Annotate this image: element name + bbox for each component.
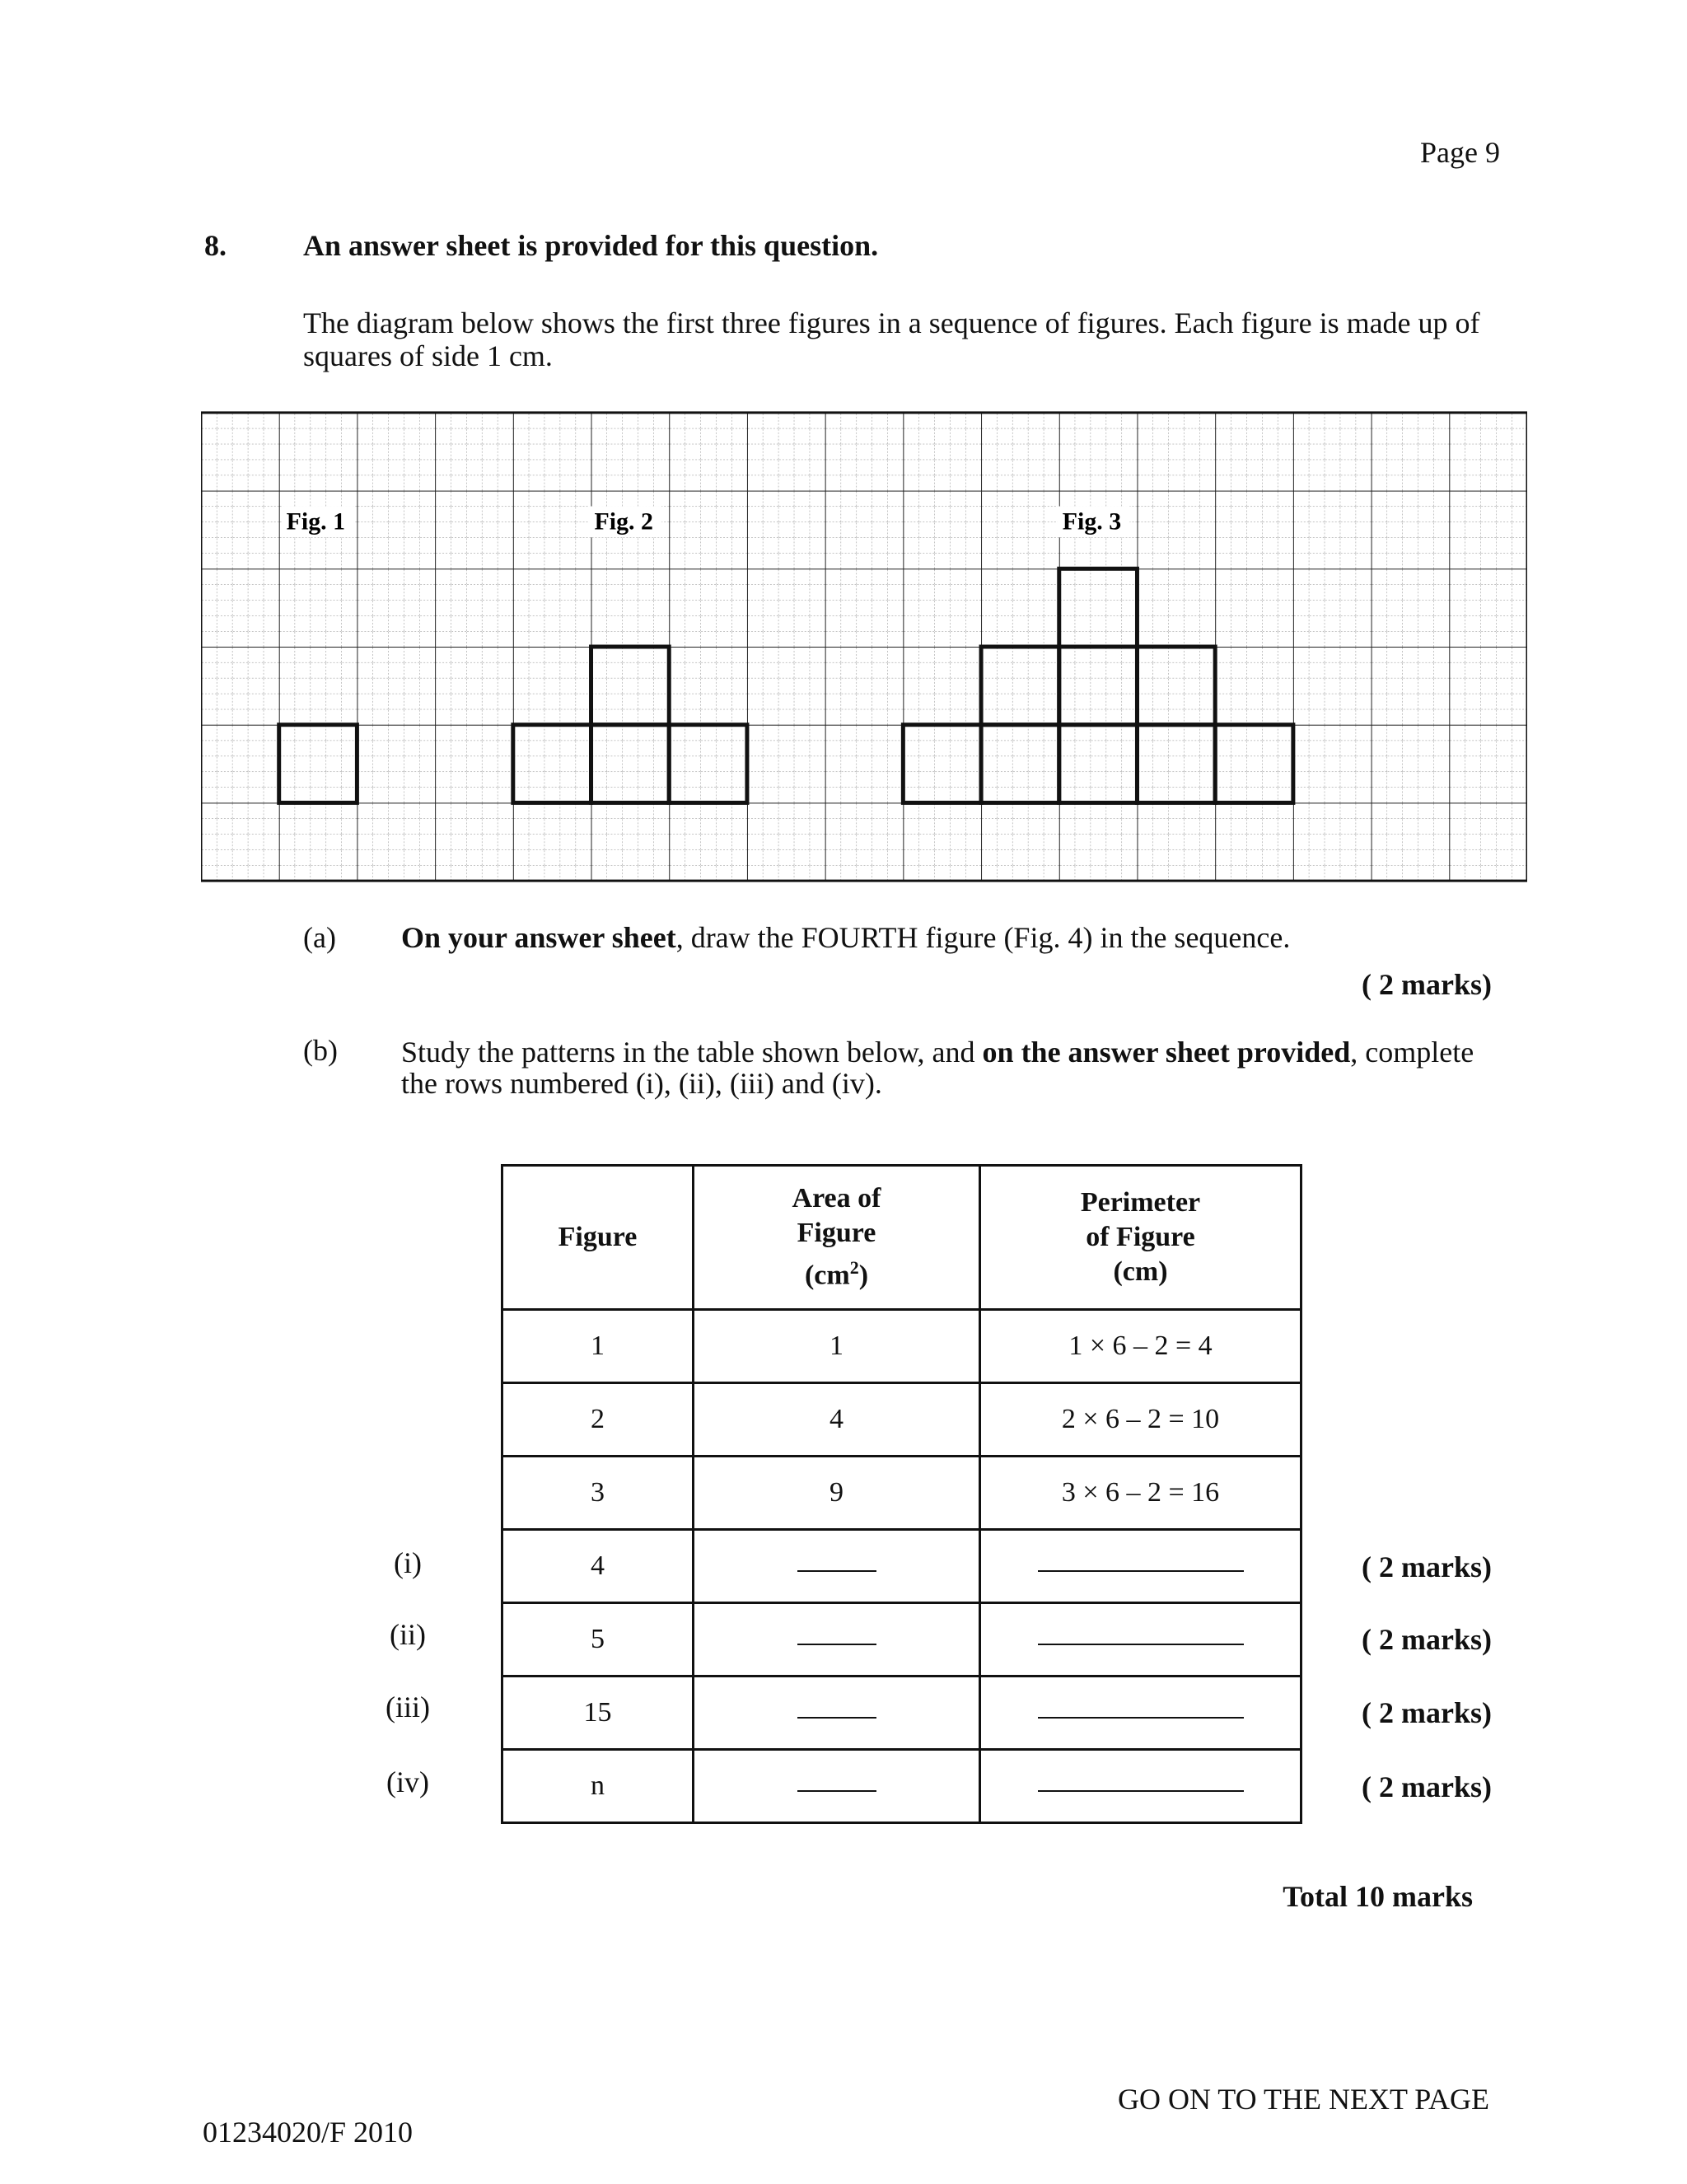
header-area-line-2: Figure: [797, 1218, 876, 1249]
question-intro: The diagram below shows the first three figures in a sequence of figures. Each figure is made up of squares of side 1 cm.: [303, 306, 1480, 372]
question-title: An answer sheet is provided for this question.: [303, 229, 879, 262]
cell-figure: 15: [502, 1677, 694, 1750]
cell-figure: 3: [502, 1457, 694, 1530]
cell-perimeter-blank: [980, 1750, 1301, 1823]
cell-perimeter: 1 × 6 – 2 = 4: [980, 1310, 1301, 1383]
row-marks-iv: ( 2 marks): [1362, 1770, 1492, 1803]
table-header-row: [502, 1166, 1301, 1310]
part-a-rest: , draw the FOURTH figure (Fig. 4) in the sequence.: [675, 921, 1291, 954]
row-label-ii: (ii): [390, 1618, 426, 1651]
header-perimeter-line-1: Perimeter: [1080, 1187, 1201, 1218]
sequence-grid-diagram: [201, 407, 1527, 886]
cell-area: 9: [694, 1457, 980, 1530]
header-area-unit-sup: 2: [849, 1257, 859, 1279]
row-label-iii: (iii): [386, 1691, 430, 1723]
cell-area-blank: [694, 1530, 980, 1603]
header-area-unit: (cm: [804, 1260, 850, 1291]
header-perimeter-line-3: (cm): [1113, 1256, 1168, 1287]
cell-area-blank: [694, 1750, 980, 1823]
question-number: 8.: [204, 229, 227, 262]
go-on-notice: GO ON TO THE NEXT PAGE: [1117, 2083, 1489, 2116]
cell-figure: 5: [502, 1603, 694, 1677]
cell-figure: n: [502, 1750, 694, 1823]
perimeter-answer-line: [1038, 1564, 1244, 1572]
row-marks-ii: ( 2 marks): [1362, 1623, 1492, 1656]
perimeter-answer-line: [1038, 1637, 1244, 1645]
row-label-i: (i): [394, 1546, 422, 1579]
cell-perimeter: 2 × 6 – 2 = 10: [980, 1383, 1301, 1457]
header-area: [694, 1166, 980, 1310]
part-a-label: (a): [303, 921, 336, 954]
table-row: [502, 1530, 1301, 1603]
header-area-line-3: [694, 1251, 979, 1293]
total-marks: Total 10 marks: [1283, 1880, 1473, 1913]
pattern-table: [501, 1164, 1302, 1824]
cell-perimeter: 3 × 6 – 2 = 16: [980, 1457, 1301, 1530]
part-b-text-1: Study the patterns in the table shown below, and: [401, 1036, 983, 1069]
part-b-text-2: , complete the rows numbered (i), (ii), (iii) and (iv).: [401, 1036, 1474, 1100]
cell-figure: 4: [502, 1530, 694, 1603]
header-figure: Figure: [502, 1166, 694, 1310]
part-b-bold: on the answer sheet provided: [982, 1036, 1351, 1069]
cell-perimeter-blank: [980, 1530, 1301, 1603]
cell-area: 1: [694, 1310, 980, 1383]
table-row: [502, 1750, 1301, 1823]
row-marks-iii: ( 2 marks): [1362, 1696, 1492, 1729]
perimeter-answer-line: [1038, 1784, 1244, 1792]
part-b-label: (b): [303, 1034, 338, 1067]
cell-perimeter-blank: [980, 1677, 1301, 1750]
row-marks-i: ( 2 marks): [1362, 1550, 1492, 1583]
cell-figure: 1: [502, 1310, 694, 1383]
table-row: [502, 1457, 1301, 1530]
paper-code: 01234020/F 2010: [203, 2116, 414, 2149]
page-number: Page 9: [1420, 136, 1500, 169]
cell-area-blank: [694, 1603, 980, 1677]
table-row: [502, 1383, 1301, 1457]
perimeter-answer-line: [1038, 1710, 1244, 1719]
cell-area: 4: [694, 1383, 980, 1457]
part-a-text: [401, 921, 1290, 954]
fig-2-label: Fig. 2: [594, 507, 653, 535]
header-perimeter-line-2: of Figure: [1086, 1222, 1195, 1252]
header-area-unit-close: ): [858, 1260, 869, 1291]
part-a-bold: On your answer sheet: [401, 921, 676, 954]
header-perimeter: [980, 1166, 1301, 1310]
table-row: [502, 1310, 1301, 1383]
part-b-text: [401, 1036, 1497, 1099]
area-answer-line: [797, 1564, 876, 1572]
row-label-iv: (iv): [386, 1765, 429, 1798]
table-row: [502, 1603, 1301, 1677]
cell-area-blank: [694, 1677, 980, 1750]
area-answer-line: [797, 1784, 876, 1792]
area-answer-line: [797, 1710, 876, 1719]
table-row: [502, 1677, 1301, 1750]
part-a-marks: ( 2 marks): [1362, 968, 1492, 1001]
header-area-line-1: Area of: [792, 1183, 881, 1214]
area-answer-line: [797, 1637, 876, 1645]
fig-3-label: Fig. 3: [1062, 507, 1122, 535]
cell-perimeter-blank: [980, 1603, 1301, 1677]
fig-1-label: Fig. 1: [286, 507, 346, 535]
cell-figure: 2: [502, 1383, 694, 1457]
